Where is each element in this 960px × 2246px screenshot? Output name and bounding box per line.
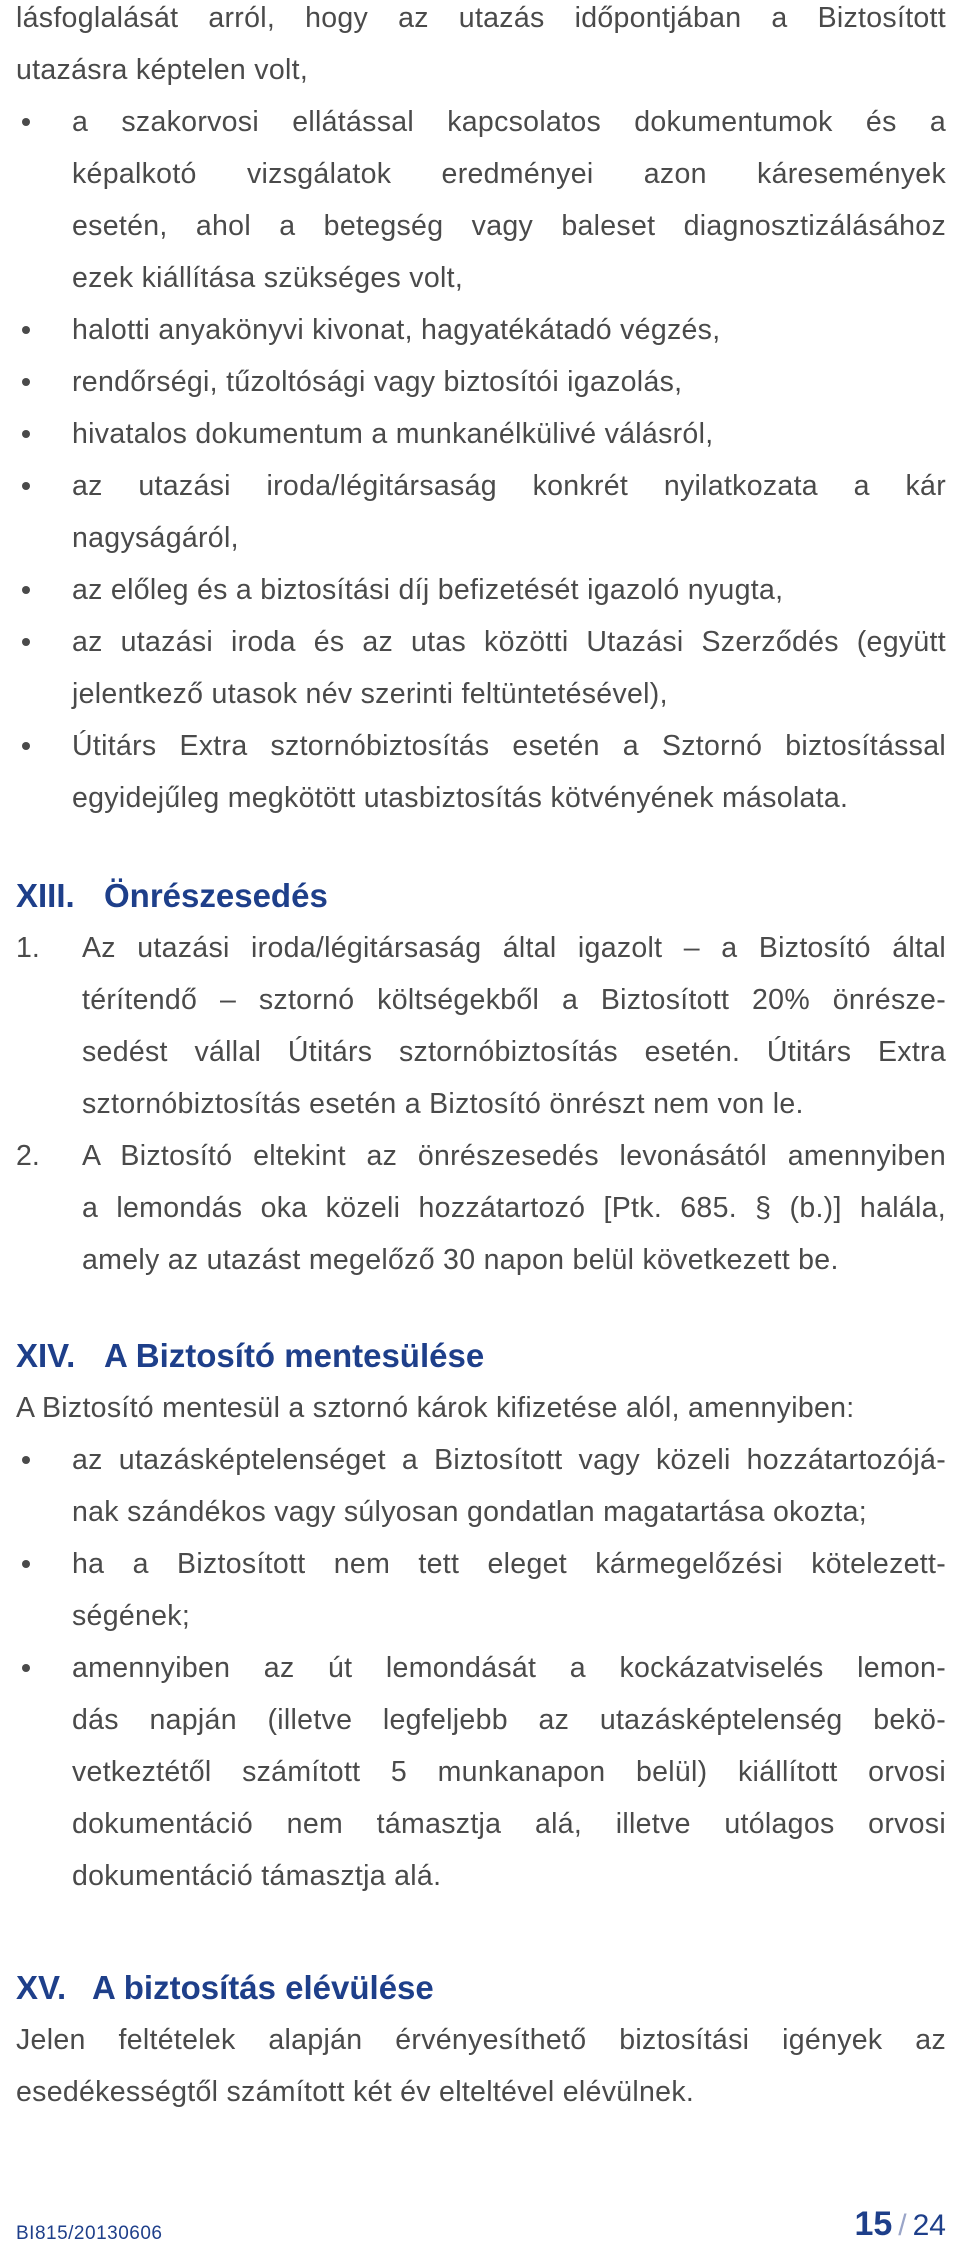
list-item	[16, 460, 946, 564]
text-line: rendőrségi, tűzoltósági vagy biztosítói igazolás,	[72, 366, 683, 398]
text-line: térítendő – sztornó költségekből a Biztosított 20% önrésze-	[82, 984, 946, 1016]
item-number: 1.	[16, 932, 40, 964]
text-line: sztornóbiztosítás esetén a Biztosító önrészt nem von le.	[82, 1088, 804, 1120]
bullet-icon	[22, 1664, 30, 1672]
numbered-item	[16, 1130, 946, 1286]
text-line: Jelen feltételek alapján érvényesíthető biztosítási igények az	[16, 2024, 946, 2056]
page-current: 15	[854, 2205, 893, 2243]
list-item	[16, 720, 946, 824]
list-item	[16, 1538, 946, 1642]
bullet-icon	[22, 742, 30, 750]
text-line: hivatalos dokumentum a munkanélkülivé válásról,	[72, 418, 714, 450]
section-heading	[16, 874, 328, 918]
bullet-icon	[22, 118, 30, 126]
text-line: lásfoglalását arról, hogy az utazás időpontjában a Biztosított	[16, 2, 946, 34]
list-item	[16, 1434, 946, 1538]
text-line: utazásra képtelen volt,	[16, 54, 309, 86]
list-item	[16, 408, 946, 460]
text-line: halotti anyakönyvi kivonat, hagyatékátadó végzés,	[72, 314, 721, 346]
section-number: XIII.	[16, 877, 75, 914]
bullet-icon	[22, 1456, 30, 1464]
text-line: ezek kiállítása szükséges volt,	[72, 262, 464, 294]
text-line: esetén, ahol a betegség vagy baleset diagnosztizálásához	[72, 210, 946, 242]
text-line: Az utazási iroda/légitársaság által igazolt – a Biztosító által	[82, 932, 946, 964]
section-title: A biztosítás elévülése	[92, 1969, 434, 2006]
text-line: ha a Biztosított nem tett eleget kármegelőzési kötelezett-	[72, 1548, 946, 1580]
text-line: az utazásképtelenséget a Biztosított vagy közeli hozzátartozójá-	[72, 1444, 946, 1476]
intro-paragraph	[16, 0, 946, 96]
text-line: vetkeztétől számított 5 munkanapon belül) kiállított orvosi	[72, 1756, 946, 1788]
section-title: Önrészesedés	[104, 877, 328, 914]
page-separator: /	[898, 2209, 907, 2242]
section-paragraph	[16, 2014, 946, 2118]
text-line: nak szándékos vagy súlyosan gondatlan magatartása okozta;	[72, 1496, 868, 1528]
text-line: A Biztosító mentesül a sztornó károk kifizetése alól, amennyiben:	[16, 1392, 855, 1424]
bullet-icon	[22, 586, 30, 594]
section-heading	[16, 1966, 434, 2010]
text-line: sedést vállal Útitárs sztornóbiztosítás esetén. Útitárs Extra	[82, 1036, 946, 1068]
text-line: jelentkező utasok név szerinti feltüntetésével),	[72, 678, 668, 710]
section-title: A Biztosító mentesülése	[104, 1337, 485, 1374]
text-line: Útitárs Extra sztornóbiztosítás esetén a Sztornó biztosítással	[72, 730, 946, 762]
text-line: az utazási iroda/légitársaság konkrét nyilatkozata a kár	[72, 470, 946, 502]
page-total: 24	[912, 2209, 946, 2242]
document-code: BI815/20130606	[16, 2223, 163, 2244]
section-intro	[16, 1382, 946, 1434]
bullet-icon	[22, 1560, 30, 1568]
text-line: dokumentáció támasztja alá.	[72, 1860, 442, 1892]
section-heading	[16, 1334, 484, 1378]
bullet-icon	[22, 430, 30, 438]
list-item	[16, 304, 946, 356]
text-line: amely az utazást megelőző 30 napon belül következett be.	[82, 1244, 839, 1276]
list-item	[16, 356, 946, 408]
page-number	[786, 2204, 946, 2246]
text-line: A Biztosító eltekint az önrészesedés levonásától amennyiben	[82, 1140, 946, 1172]
text-line: dás napján (illetve legfeljebb az utazásképtelenség bekö-	[72, 1704, 946, 1736]
section-number: XIV.	[16, 1337, 76, 1374]
text-line: dokumentáció nem támasztja alá, illetve utólagos orvosi	[72, 1808, 946, 1840]
text-line: amennyiben az út lemondását a kockázatviselés lemon-	[72, 1652, 946, 1684]
text-line: a lemondás oka közeli hozzátartozó [Ptk. 685. § (b.)] halála,	[82, 1192, 946, 1224]
bullet-icon	[22, 378, 30, 386]
text-line: ségének;	[72, 1600, 191, 1632]
text-line: a szakorvosi ellátással kapcsolatos dokumentumok és a	[72, 106, 946, 138]
list-item	[16, 1642, 946, 1902]
text-line: az utazási iroda és az utas közötti Utazási Szerződés (együtt	[72, 626, 946, 658]
text-line: képalkotó vizsgálatok eredményei azon káresemények	[72, 158, 946, 190]
section-number: XV.	[16, 1969, 67, 2006]
bullet-icon	[22, 482, 30, 490]
list-item	[16, 616, 946, 720]
text-line: nagyságáról,	[72, 522, 239, 554]
text-line: az előleg és a biztosítási díj befizetését igazoló nyugta,	[72, 574, 784, 606]
item-number: 2.	[16, 1140, 40, 1172]
list-item	[16, 96, 946, 304]
text-line: egyidejűleg megkötött utasbiztosítás kötvényének másolata.	[72, 782, 849, 814]
bullet-icon	[22, 326, 30, 334]
text-line: esedékességtől számított két év elteltével elévülnek.	[16, 2076, 695, 2108]
bullet-icon	[22, 638, 30, 646]
numbered-item	[16, 922, 946, 1130]
list-item	[16, 564, 946, 616]
